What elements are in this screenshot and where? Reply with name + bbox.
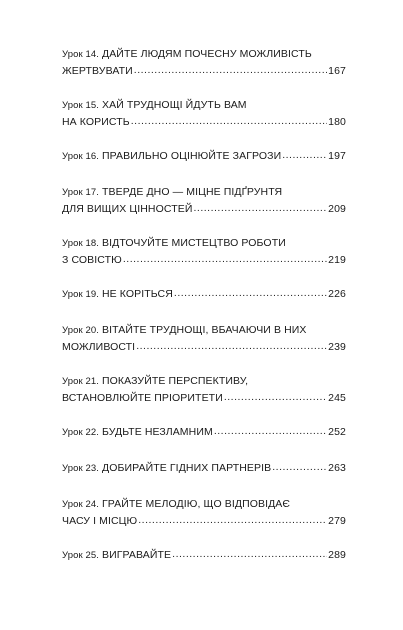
dot-leader <box>134 62 327 78</box>
toc-entry-line <box>62 339 346 355</box>
dot-leader <box>172 546 327 562</box>
lesson-title: ГРАЙТЕ МЕЛОДІЮ, ЩО ВІДПОВІДАЄ <box>101 498 291 510</box>
lesson-number: Урок 19. <box>62 289 99 300</box>
page-number: 239 <box>328 341 346 353</box>
toc-entry <box>62 424 346 441</box>
lesson-number: Урок 15. <box>62 100 99 111</box>
dot-leader <box>138 512 327 528</box>
lesson-title: НЕ КОРІТЬСЯ <box>101 288 173 300</box>
lesson-number: Урок 23. <box>62 463 99 474</box>
toc-entry-line <box>62 496 346 513</box>
toc-entry-line <box>62 373 346 390</box>
toc-entry <box>62 547 346 564</box>
page-number: 219 <box>328 254 346 266</box>
lesson-title: ХАЙ ТРУДНОЩІ ЙДУТЬ ВАМ <box>101 99 247 111</box>
toc-entry-line <box>62 63 346 79</box>
page-number: 252 <box>328 426 346 438</box>
toc-entry-line <box>62 513 346 529</box>
toc-entry-line <box>62 114 346 130</box>
toc-entry-line <box>62 390 346 406</box>
dot-leader <box>282 147 327 163</box>
toc-entry <box>62 148 346 165</box>
page-number: 279 <box>328 515 346 527</box>
toc-entry-line <box>62 547 346 564</box>
page-number: 180 <box>328 116 346 128</box>
dot-leader <box>224 389 327 405</box>
lesson-title: ПОКАЗУЙТЕ ПЕРСПЕКТИВУ, <box>101 375 249 387</box>
page-number: 263 <box>328 462 346 474</box>
page-number: 245 <box>328 392 346 404</box>
lesson-title: ВІТАЙТЕ ТРУДНОЩІ, ВБАЧАЮЧИ В НИХ <box>101 324 307 336</box>
toc-entry-line <box>62 286 346 303</box>
dot-leader <box>193 200 327 216</box>
lesson-title: ПРАВИЛЬНО ОЦІНЮЙТЕ ЗАГРОЗИ <box>101 150 282 162</box>
page-number: 209 <box>328 203 346 215</box>
lesson-title: ЖЕРТВУВАТИ <box>62 65 133 77</box>
lesson-number: Урок 24. <box>62 499 99 510</box>
lesson-title: МОЖЛИВОСТІ <box>62 341 136 353</box>
lesson-number: Урок 25. <box>62 550 99 561</box>
lesson-number: Урок 21. <box>62 376 99 387</box>
lesson-title: ТВЕРДЕ ДНО — МІЦНЕ ПІДҐРУНТЯ <box>101 186 283 198</box>
toc-entry-line <box>62 184 346 201</box>
page-number: 289 <box>328 549 346 561</box>
lesson-title: ВІДТОЧУЙТЕ МИСТЕЦТВО РОБОТИ <box>101 237 286 249</box>
lesson-title: ВСТАНОВЛЮЙТЕ ПРІОРИТЕТИ <box>62 392 223 404</box>
lesson-number: Урок 16. <box>62 151 99 162</box>
lesson-title: ДЛЯ ВИЩИХ ЦІННОСТЕЙ <box>62 203 193 215</box>
toc-entry-line <box>62 201 346 217</box>
toc-entry <box>62 184 346 217</box>
dot-leader <box>136 338 327 354</box>
lesson-title: НА КОРИСТЬ <box>62 116 130 128</box>
lesson-title: ДОБИРАЙТЕ ГІДНИХ ПАРТНЕРІВ <box>101 462 272 474</box>
toc-entry <box>62 46 346 79</box>
lesson-number: Урок 18. <box>62 238 99 249</box>
lesson-title: ЧАСУ І МІСЦЮ <box>62 515 138 527</box>
toc-entry-line <box>62 322 346 339</box>
toc-entry <box>62 97 346 130</box>
toc-entry <box>62 460 346 477</box>
lesson-number: Урок 14. <box>62 49 99 60</box>
page-number: 226 <box>328 288 346 300</box>
lesson-title: БУДЬТЕ НЕЗЛАМНИМ <box>101 426 213 438</box>
lesson-title: ДАЙТЕ ЛЮДЯМ ПОЧЕСНУ МОЖЛИВІСТЬ <box>101 48 312 60</box>
toc-entry <box>62 322 346 355</box>
toc-entry-line <box>62 235 346 252</box>
lesson-title: З СОВІСТЮ <box>62 254 122 266</box>
toc-entry-line <box>62 252 346 268</box>
page-number: 167 <box>328 65 346 77</box>
toc-entry-line <box>62 97 346 114</box>
lesson-number: Урок 22. <box>62 427 99 438</box>
dot-leader <box>174 285 327 301</box>
toc-entry <box>62 496 346 529</box>
dot-leader <box>131 113 327 129</box>
toc-entry-line <box>62 424 346 441</box>
lesson-number: Урок 17. <box>62 187 99 198</box>
dot-leader <box>214 423 327 439</box>
toc-entry-line <box>62 46 346 63</box>
dot-leader <box>272 459 327 475</box>
page-number: 197 <box>328 150 346 162</box>
toc-entry-line <box>62 148 346 165</box>
toc-entry-line <box>62 460 346 477</box>
lesson-title: ВИГРАВАЙТЕ <box>101 549 172 561</box>
dot-leader <box>123 251 327 267</box>
toc-entry <box>62 373 346 406</box>
toc-entry <box>62 286 346 303</box>
table-of-contents <box>62 46 346 583</box>
toc-entry <box>62 235 346 268</box>
lesson-number: Урок 20. <box>62 325 99 336</box>
